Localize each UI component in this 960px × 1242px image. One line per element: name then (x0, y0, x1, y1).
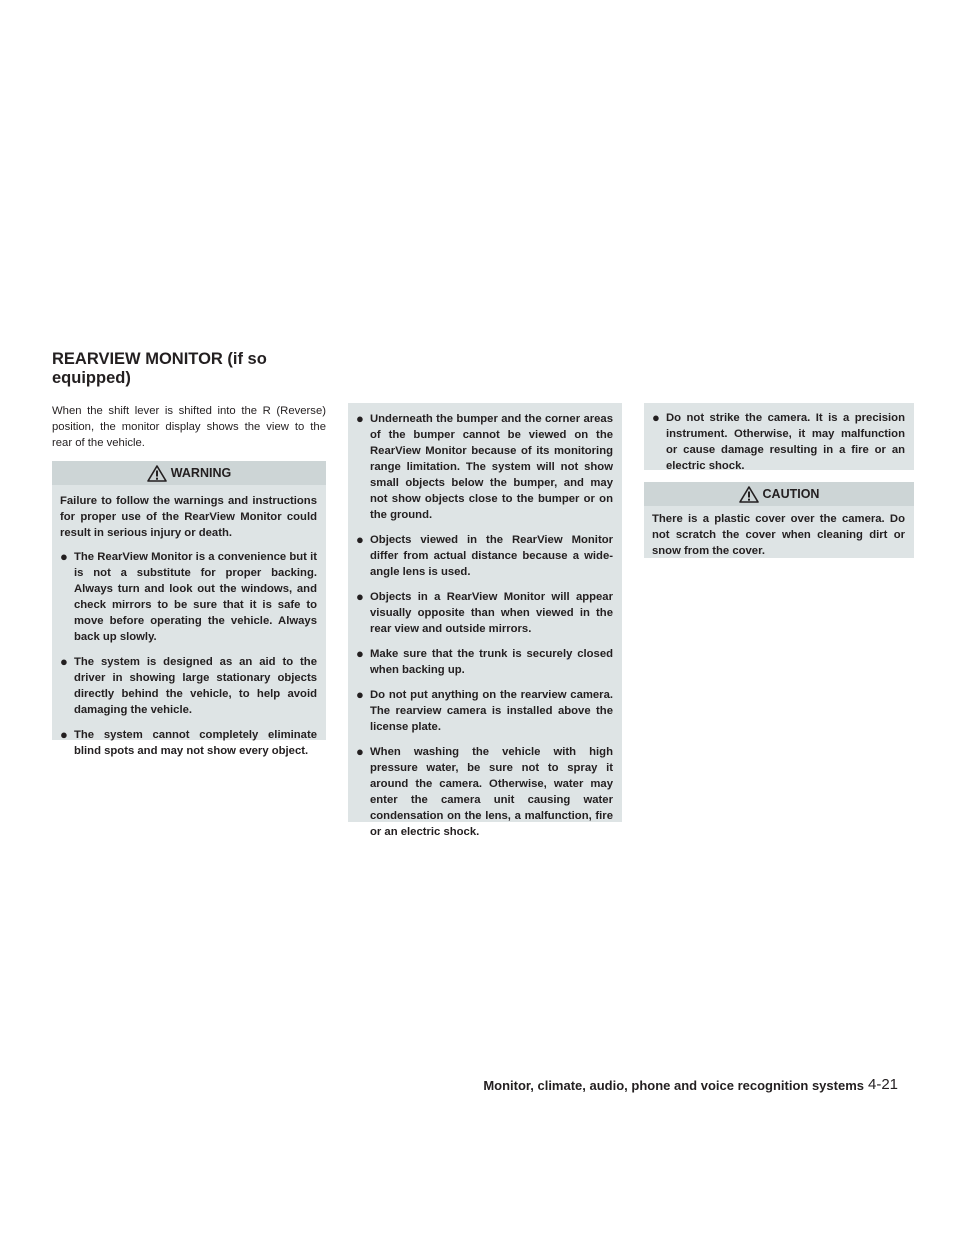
list-item: ● Do not strike the camera. It is a precision instrument. Otherwise, it may malfunction or cause damage resulting in a fire or an electric shock. (652, 410, 905, 472)
bullet-icon: ● (60, 727, 68, 742)
warning-lead: Failure to follow the warnings and instructions for proper use of the RearView Monitor could result in serious injury or death. (60, 495, 317, 539)
caution-header (644, 482, 914, 506)
caution-box (644, 482, 914, 558)
list-item: ● Objects viewed in the RearView Monitor differ from actual distance because a wide-angle lens is used. (356, 532, 613, 578)
list-item: ● When washing the vehicle with high pressure water, be sure not to spray it around the camera. Otherwise, water may enter the camera unit causing water condensation on the lens, a malfunction, fire or an electric shock. (356, 744, 613, 838)
bullet-icon: ● (652, 410, 660, 425)
bullet-icon: ● (356, 646, 364, 661)
warning-icon (147, 465, 167, 482)
list-item: ● Objects in a RearView Monitor will appear visually opposite than when viewed in the rear view and outside mirrors. (356, 589, 613, 635)
bullet-icon: ● (60, 654, 68, 669)
list-item: ● The system cannot completely eliminate blind spots and may not show every object. (60, 727, 317, 757)
page-number: 4-21 (868, 1076, 899, 1093)
bullet-icon: ● (356, 532, 364, 547)
warning-label: WARNING (170, 466, 232, 480)
list-item: ● Underneath the bumper and the corner areas of the bumper cannot be viewed on the RearView Monitor because of its monitoring range limitation. The system will not show small objects below the bumper, and may not show objects close to the bumper or on the ground. (356, 411, 613, 521)
warning-box-continued-2 (644, 403, 914, 470)
list-item: ● Do not put anything on the rearview camera. The rearview camera is installed above the license plate. (356, 687, 613, 733)
warning-header (52, 461, 326, 485)
section-title: REARVIEW MONITOR (if so equipped) (52, 350, 267, 387)
bullet-icon: ● (356, 589, 364, 604)
bullet-icon: ● (356, 744, 364, 759)
caution-icon (739, 486, 759, 503)
list-item: ● The system is designed as an aid to the driver in showing large stationary objects directly behind the vehicle, to help avoid damaging the vehicle. (60, 654, 317, 716)
list-item: ● The RearView Monitor is a convenience but it is not a substitute for proper backing. Always turn and look out the windows, and check mirrors to be sure that it is safe to move before operating the vehicle. Always back up slowly. (60, 549, 317, 643)
chapter-title: Monitor, climate, audio, phone and voice recognition systems (483, 1078, 864, 1093)
list-item: ● Make sure that the trunk is securely closed when backing up. (356, 646, 613, 676)
page-footer (0, 1076, 960, 1098)
intro-paragraph: When the shift lever is shifted into the R (Reverse) position, the monitor display shows the view to the rear of the vehicle. (52, 405, 326, 449)
caution-label: CAUTION (762, 487, 820, 501)
bullet-icon: ● (356, 687, 364, 702)
warning-box (52, 461, 326, 757)
bullet-icon: ● (356, 411, 364, 426)
bullet-icon: ● (60, 549, 68, 564)
warning-box-continued (348, 403, 622, 838)
caution-text: There is a plastic cover over the camera. Do not scratch the cover when cleaning dirt or snow from the cover. (652, 513, 905, 557)
